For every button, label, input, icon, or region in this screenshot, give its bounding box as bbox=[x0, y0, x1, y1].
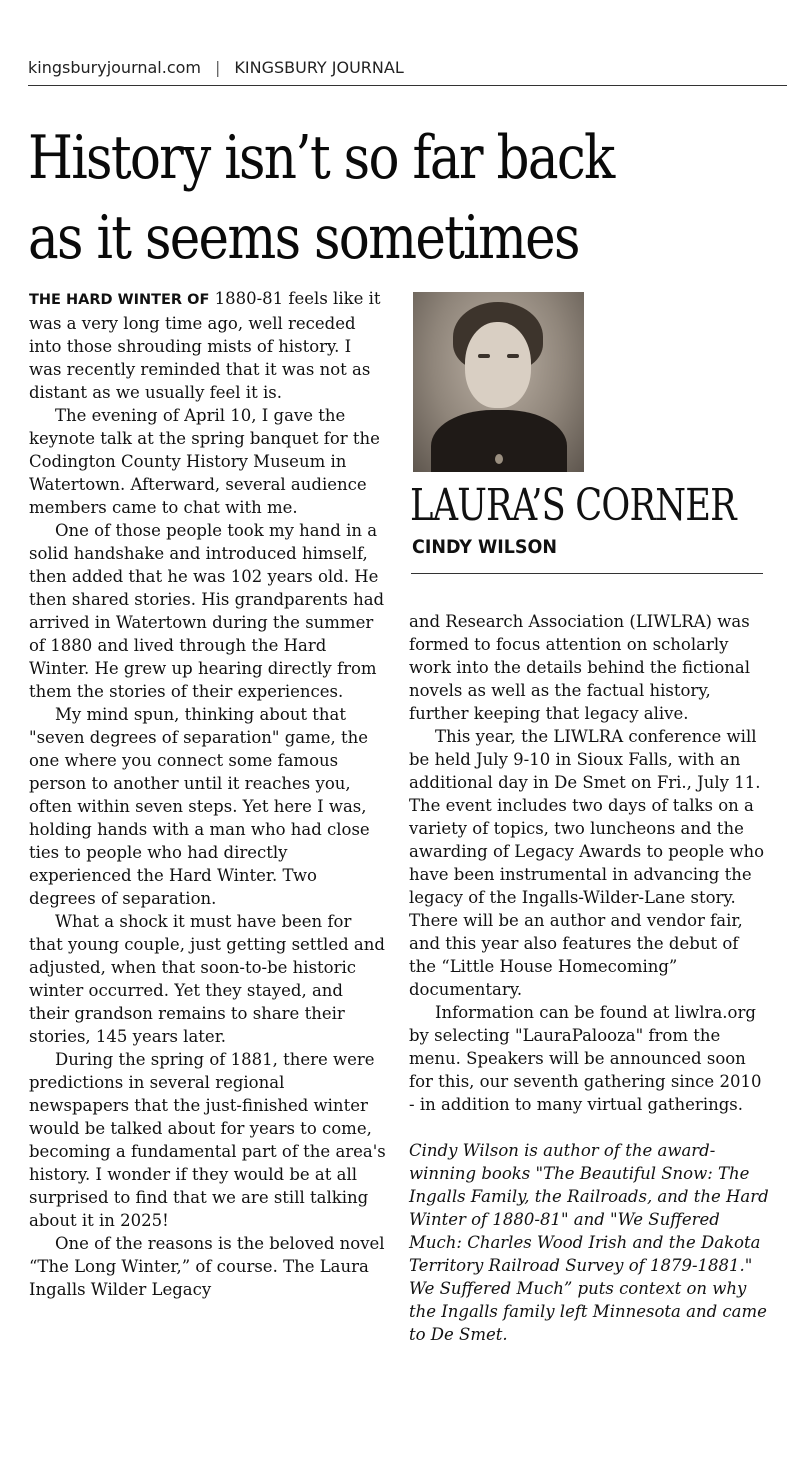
article-left-column bbox=[29, 287, 387, 1301]
article-paragraph: The evening of April 10, I gave the keynote talk at the spring banquet for the Codington County History Museum in Watertown. Afterward, several audience members came to chat with me. bbox=[29, 406, 380, 517]
byline: CINDY WILSON bbox=[412, 536, 557, 558]
author-portrait-photo bbox=[413, 292, 584, 472]
byline-rule bbox=[411, 573, 763, 574]
author-bio: Cindy Wilson is author of the award-winning books "The Beautiful Snow: The Ingalls Family, the Railroads, and the Hard Winter of 1880-81" and "We Suffered Much: Charles Wood Irish and the Dakota Territory Railroad Survey of 1879-1881." We Suffered Much” puts context on why the Ingalls family left Minnesota and came to De Smet. bbox=[409, 1141, 769, 1344]
article-paragraph: THE HARD WINTER OF 1880-81 feels like it was a very long time ago, well receded into those shrouding mists of history. I was recently reminded that it was not as distant as we usually feel it is. bbox=[29, 289, 381, 402]
column-name: LAURA’S CORNER bbox=[410, 480, 736, 531]
article-paragraph: Information can be found at liwlra.org by selecting "LauraPalooza" from the menu. Speakers will be announced soon for this, our seventh gathering since 2010 - in addition to many virtual gatherings. bbox=[409, 1003, 762, 1114]
article-paragraph: What a shock it must have been for that young couple, just getting settled and adjusted, when that soon-to-be historic winter occurred. Yet they stayed, and their grandson remains to share their stories, 145 years later. bbox=[29, 912, 385, 1046]
article-paragraph: My mind spun, thinking about that "seven degrees of separation" game, the one where you connect some famous person to another until it reaches you, often within seven steps. Yet here I was, holding hands with a man who had close ties to people who had directly experienced the Hard Winter. Two degrees of separation. bbox=[29, 705, 370, 908]
headline-line-1: History isn’t so far back bbox=[28, 123, 614, 193]
site-link[interactable]: kingsburyjournal.com bbox=[28, 58, 202, 77]
article-paragraph: and Research Association (LIWLRA) was formed to focus attention on scholarly work into the details behind the fictional novels as well as the factual history, further keeping that legacy alive. bbox=[409, 612, 750, 723]
lead-in: THE HARD WINTER OF bbox=[29, 292, 210, 308]
masthead-separator: | bbox=[215, 58, 221, 77]
article-paragraph: One of those people took my hand in a solid handshake and introduced himself, then added that he was 102 years old. He then shared stories. His grandparents had arrived in Watertown during the summer of 1880 and lived through the Hard Winter. He grew up hearing directly from them the stories of their experiences. bbox=[29, 521, 385, 701]
publication-name: KINGSBURY JOURNAL bbox=[234, 58, 404, 77]
masthead-rule bbox=[28, 85, 787, 86]
headline-line-2: as it seems sometimes bbox=[28, 203, 579, 273]
article-right-column bbox=[409, 610, 769, 1346]
article-paragraph: One of the reasons is the beloved novel “The Long Winter,” of course. The Laura Ingalls Wilder Legacy bbox=[29, 1234, 385, 1299]
article-paragraph: This year, the LIWLRA conference will be held July 9-10 in Sioux Falls, with an additional day in De Smet on Fri., July 11. The event includes two days of talks on a variety of topics, two luncheons and the awarding of Legacy Awards to people who have been instrumental in advancing the legacy of the Ingalls-Wilder-Lane story. There will be an author and vendor fair, and this year also features the debut of the “Little House Homecoming” documentary. bbox=[409, 727, 765, 999]
masthead bbox=[28, 58, 787, 77]
headline bbox=[28, 118, 664, 278]
article-paragraph: During the spring of 1881, there were predictions in several regional newspapers that the just-finished winter would be talked about for years to come, becoming a fundamental part of the area's history. I wonder if they would be at all surprised to find that we are still talking about it in 2025! bbox=[29, 1050, 386, 1230]
